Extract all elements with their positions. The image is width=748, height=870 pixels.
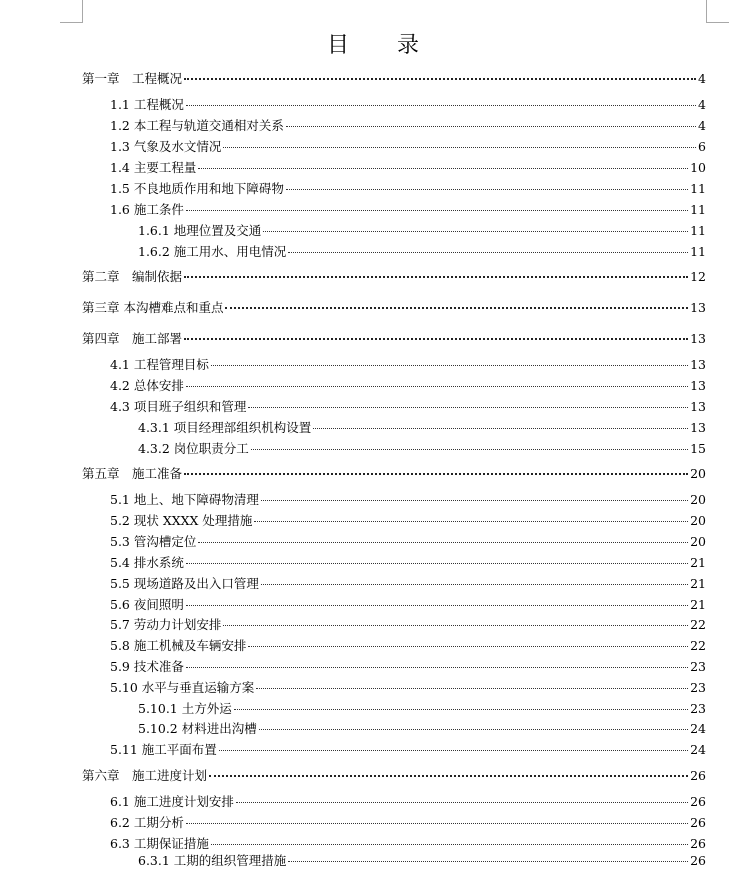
toc-entry-page: 23 — [690, 680, 706, 695]
toc-entry[interactable] — [82, 268, 706, 286]
toc-entry-page: 26 — [690, 853, 706, 868]
toc-entry-label: 第四章 施工部署 — [82, 331, 183, 346]
toc-entry-page: 26 — [690, 768, 706, 783]
toc-entry-page: 26 — [690, 794, 706, 809]
toc-entry-page: 20 — [690, 534, 706, 549]
toc-entry-label: 5.7 劳动力计划安排 — [110, 617, 222, 632]
toc-leader — [254, 521, 688, 522]
toc-entry[interactable] — [110, 356, 706, 374]
toc-entry-page: 24 — [690, 742, 706, 757]
toc-entry[interactable] — [110, 512, 706, 530]
toc-leader — [288, 861, 688, 862]
toc-entry[interactable] — [110, 554, 706, 572]
toc-entry-label: 1.4 主要工程量 — [110, 160, 197, 175]
toc-entry[interactable] — [110, 96, 706, 114]
toc-leader — [286, 189, 688, 190]
toc-leader — [219, 750, 688, 751]
toc-entry-page: 26 — [690, 836, 706, 851]
toc-leader — [261, 584, 688, 585]
toc-entry-label: 5.2 现状 XXXX 处理措施 — [110, 513, 253, 528]
toc-leader — [313, 428, 688, 429]
toc-entry-page: 26 — [690, 815, 706, 830]
toc-entry-label: 4.3.1 项目经理部组织机构设置 — [138, 420, 312, 435]
toc-entry-page: 11 — [690, 202, 706, 217]
toc-leader — [288, 252, 688, 253]
toc-entry[interactable] — [110, 616, 706, 634]
toc-entry-page: 15 — [690, 441, 706, 456]
toc-entry[interactable] — [138, 222, 706, 240]
toc-entry-page: 10 — [690, 160, 706, 175]
toc-entry-page: 13 — [690, 357, 706, 372]
toc-entry-label: 第一章 工程概况 — [82, 71, 183, 86]
toc-entry-label: 4.1 工程管理目标 — [110, 357, 209, 372]
toc-entry-label: 6.1 施工进度计划安排 — [110, 794, 234, 809]
toc-leader — [211, 844, 688, 845]
toc-entry[interactable] — [110, 117, 706, 135]
toc-entry[interactable] — [82, 330, 706, 348]
toc-leader — [223, 147, 696, 148]
toc-entry-page: 13 — [690, 331, 706, 346]
toc-entry-label: 1.2 本工程与轨道交通相对关系 — [110, 118, 284, 133]
toc-leader — [186, 386, 688, 387]
toc-leader — [211, 365, 688, 366]
toc-leader — [209, 775, 688, 777]
toc-entry[interactable] — [110, 180, 706, 198]
toc-entry-page: 13 — [690, 420, 706, 435]
toc-entry-label: 4.2 总体安排 — [110, 378, 184, 393]
toc-entry[interactable] — [110, 637, 706, 655]
toc-entry[interactable] — [138, 243, 706, 261]
toc-entry-page: 21 — [690, 576, 706, 591]
toc-entry-label: 6.3.1 工期的组织管理措施 — [138, 853, 287, 868]
toc-entry-page: 4 — [698, 71, 706, 86]
toc-entry-page: 20 — [690, 492, 706, 507]
toc-entry-label: 6.3 工期保证措施 — [110, 836, 209, 851]
toc-entry-label: 5.1 地上、地下障碍物清理 — [110, 492, 259, 507]
toc-entry[interactable] — [138, 700, 706, 718]
toc-entry[interactable] — [82, 70, 706, 88]
toc-entry-label: 1.6.1 地理位置及交通 — [138, 223, 262, 238]
toc-entry-page: 6 — [698, 139, 706, 154]
toc-leader — [259, 729, 688, 730]
toc-entry-label: 1.6.2 施工用水、用电情况 — [138, 244, 287, 259]
toc-entry[interactable] — [110, 138, 706, 156]
toc-entry-label: 第六章 施工进度计划 — [82, 768, 208, 783]
toc-entry[interactable] — [110, 377, 706, 395]
toc-entry-label: 5.11 施工平面布置 — [110, 742, 217, 757]
toc-entry-page: 23 — [690, 659, 706, 674]
toc-leader — [184, 276, 688, 278]
toc-entry[interactable] — [138, 852, 706, 870]
toc-leader — [186, 823, 688, 824]
toc-entry-page: 24 — [690, 721, 706, 736]
toc-entry-label: 5.4 排水系统 — [110, 555, 184, 570]
toc-entry-page: 4 — [698, 118, 706, 133]
toc-leader — [186, 667, 688, 668]
toc-leader — [184, 78, 696, 80]
toc-entry-page: 13 — [690, 399, 706, 414]
toc-entry-label: 1.5 不良地质作用和地下障碍物 — [110, 181, 284, 196]
toc-entry-label: 6.2 工期分析 — [110, 815, 184, 830]
toc-leader — [198, 542, 688, 543]
toc-entry-label: 5.5 现场道路及出入口管理 — [110, 576, 259, 591]
toc-entry[interactable] — [82, 767, 706, 785]
toc-entry-page: 21 — [690, 597, 706, 612]
toc-leader — [256, 688, 688, 689]
toc-entry[interactable] — [138, 419, 706, 437]
toc-leader — [186, 605, 688, 606]
toc-leader — [198, 168, 688, 169]
toc-title-part1: 目 — [326, 33, 351, 58]
toc-leader — [234, 709, 688, 710]
toc-entry[interactable] — [138, 440, 706, 458]
toc-entry[interactable] — [110, 658, 706, 676]
toc-entry[interactable] — [110, 679, 706, 697]
toc-leader — [261, 500, 688, 501]
toc-entry[interactable] — [110, 159, 706, 177]
toc-entry-page: 21 — [690, 555, 706, 570]
toc-entry[interactable] — [110, 814, 706, 832]
toc-entry-label: 5.9 技术准备 — [110, 659, 184, 674]
toc-entry[interactable] — [110, 793, 706, 811]
toc-entry-page: 20 — [690, 466, 706, 481]
toc-entry-page: 20 — [690, 513, 706, 528]
toc-entry-label: 第五章 施工准备 — [82, 466, 183, 481]
toc-entry-label: 第三章 本沟槽难点和重点 — [82, 300, 224, 315]
toc-entry[interactable] — [110, 398, 706, 416]
toc-entry-label: 1.1 工程概况 — [110, 97, 184, 112]
toc-leader — [186, 210, 688, 211]
toc-entry-label: 5.3 管沟槽定位 — [110, 534, 197, 549]
toc-entry-label: 5.10 水平与垂直运输方案 — [110, 680, 255, 695]
toc-leader — [286, 126, 696, 127]
toc-entry[interactable] — [110, 491, 706, 509]
toc-entry-label: 5.10.2 材料进出沟槽 — [138, 721, 257, 736]
toc-entry-label: 5.10.1 土方外运 — [138, 701, 232, 716]
toc-entry-page: 22 — [690, 617, 706, 632]
toc-entry-label: 第二章 编制依据 — [82, 269, 183, 284]
toc-entry-page: 23 — [690, 701, 706, 716]
toc-entry-label: 1.3 气象及水文情况 — [110, 139, 222, 154]
toc-entry[interactable] — [138, 720, 706, 738]
toc-leader — [184, 338, 688, 340]
toc-entry-page: 13 — [690, 300, 706, 315]
toc-entry-page: 12 — [690, 269, 706, 284]
toc-leader — [186, 105, 696, 106]
toc-entry[interactable] — [110, 201, 706, 219]
toc-leader — [186, 563, 688, 564]
toc-entry-page: 22 — [690, 638, 706, 653]
toc-title-part2: 录 — [397, 33, 422, 58]
toc-leader — [223, 625, 688, 626]
toc-entry[interactable] — [110, 741, 706, 759]
toc-leader — [236, 802, 688, 803]
toc-entry[interactable] — [110, 533, 706, 551]
toc-entry-label: 1.6 施工条件 — [110, 202, 184, 217]
toc-entry-label: 4.3.2 岗位职责分工 — [138, 441, 249, 456]
toc-entry-page: 11 — [690, 223, 706, 238]
toc-entry-page: 11 — [690, 181, 706, 196]
toc-entry[interactable] — [82, 465, 706, 483]
toc-entry-page: 13 — [690, 378, 706, 393]
toc-leader — [251, 449, 688, 450]
toc-entry-label: 5.8 施工机械及车辆安排 — [110, 638, 247, 653]
toc-leader — [225, 307, 688, 309]
toc-leader — [184, 473, 688, 475]
toc-leader — [248, 407, 688, 408]
toc-entry[interactable] — [110, 575, 706, 593]
toc-leader — [263, 231, 688, 232]
toc-entry-label: 4.3 项目班子组织和管理 — [110, 399, 247, 414]
toc-entry-label: 5.6 夜间照明 — [110, 597, 184, 612]
toc-entry[interactable] — [110, 596, 706, 614]
toc-entry-page: 4 — [698, 97, 706, 112]
toc-entry[interactable] — [110, 835, 706, 853]
toc-entry-page: 11 — [690, 244, 706, 259]
toc-entry[interactable] — [82, 299, 706, 317]
toc-leader — [248, 646, 688, 647]
